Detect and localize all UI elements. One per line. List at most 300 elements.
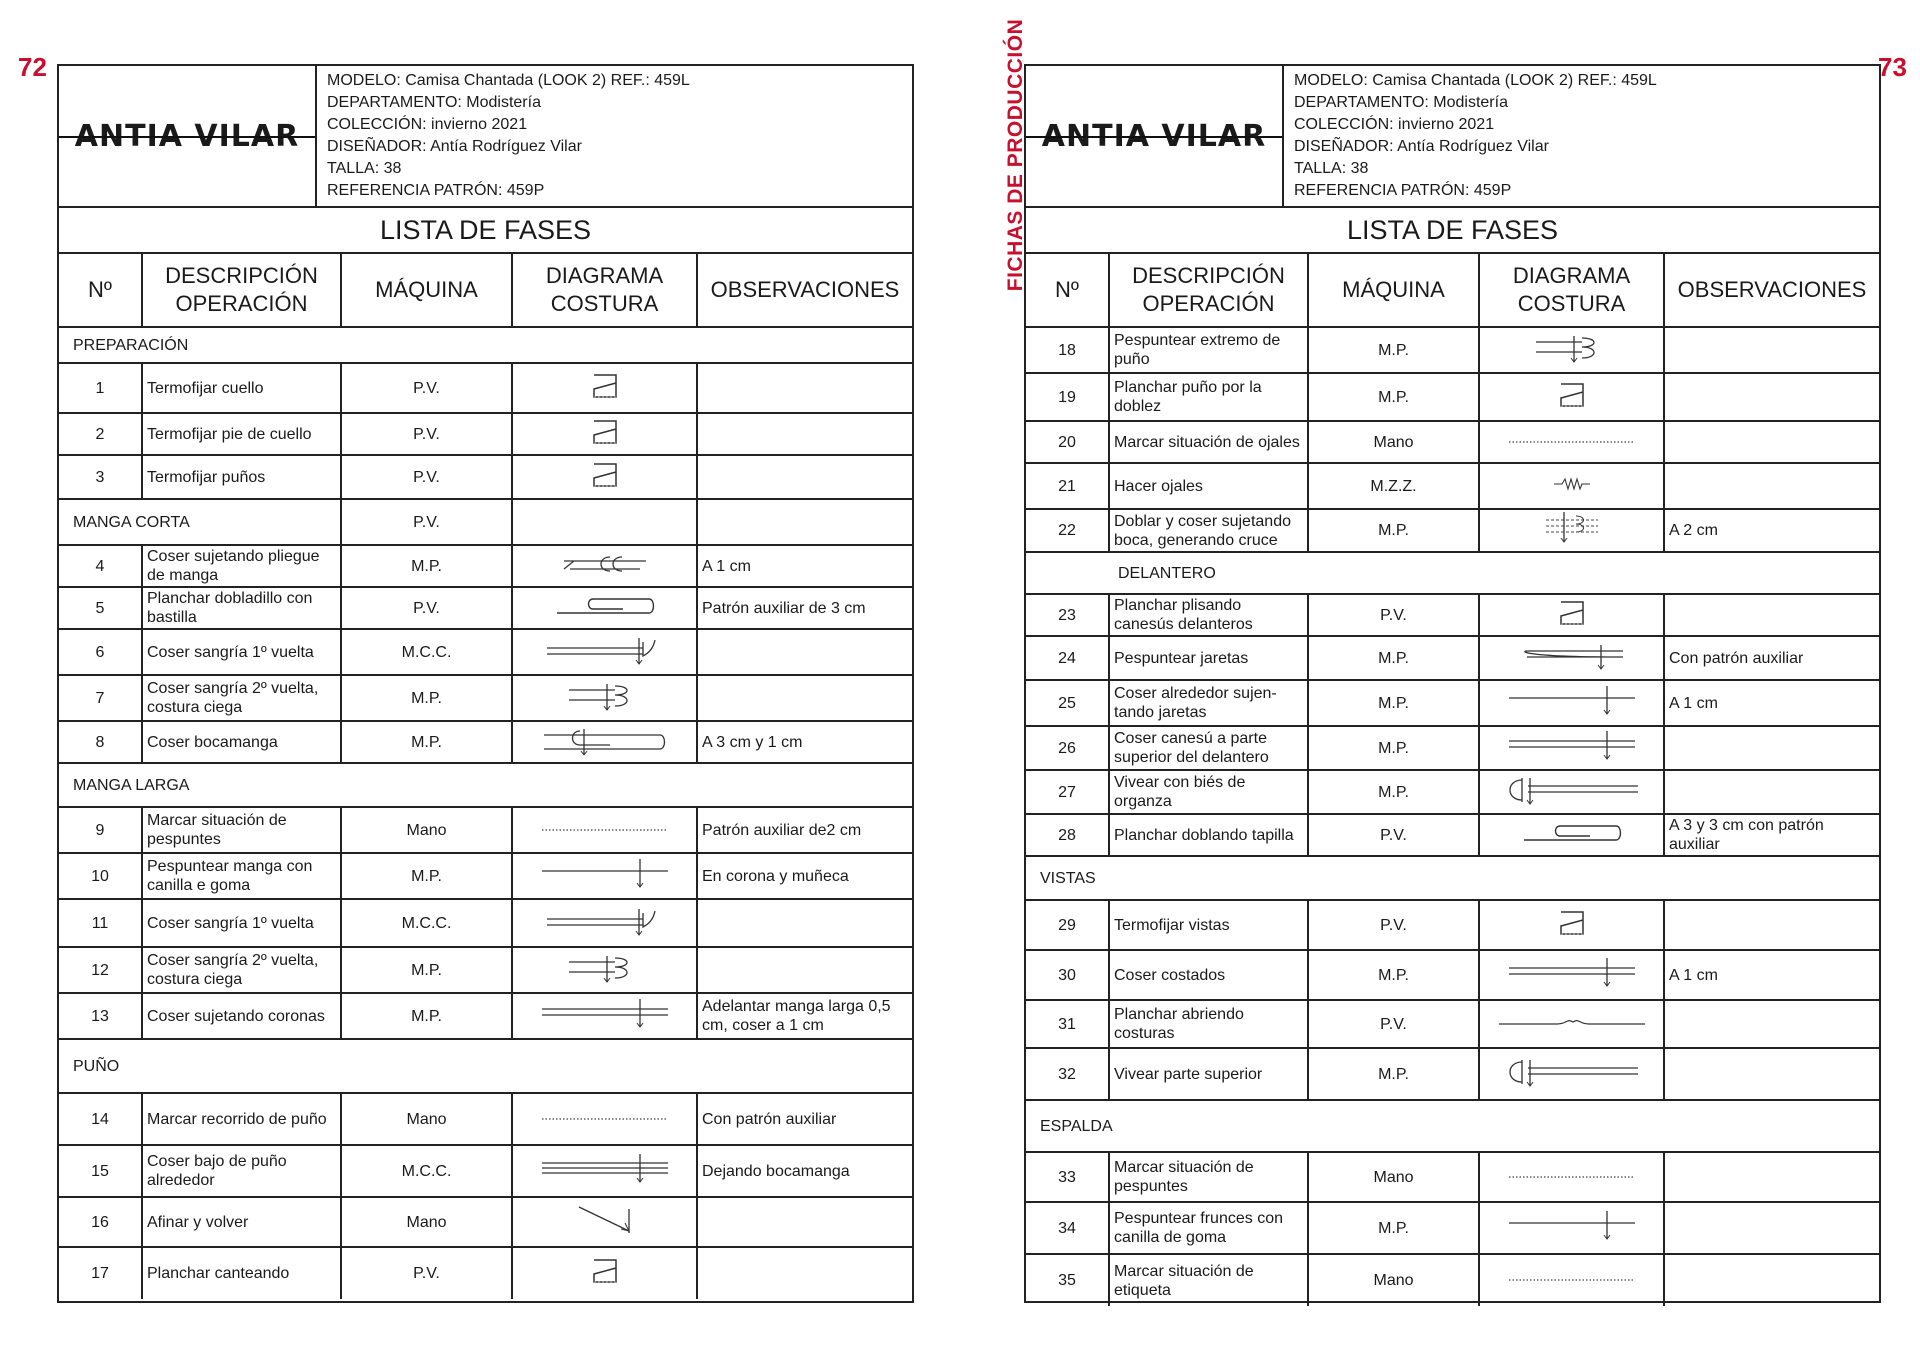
description-cell: Coser alrededor sujen-tando jaretas — [1109, 680, 1308, 726]
diagram-cell — [1479, 1048, 1664, 1100]
diagram-cell — [1479, 1254, 1664, 1306]
observation-cell: Adelantar manga larga 0,5 cm, coser a 1 cm — [697, 993, 912, 1039]
line-stitch-diagram-icon — [1507, 684, 1637, 723]
machine-cell: Mano — [341, 807, 512, 853]
machine-cell: M.P. — [1308, 726, 1479, 770]
diagram-cell — [512, 499, 697, 545]
dots-stitch-diagram-icon — [1507, 433, 1637, 452]
number-cell: 25 — [1026, 680, 1109, 726]
diagram-cell — [1479, 509, 1664, 552]
table-row — [1026, 1000, 1879, 1048]
table-row — [1026, 421, 1879, 463]
description-cell: Coser bajo de puño alrededor — [142, 1145, 341, 1197]
col-diagram: DIAGRAMA COSTURA — [1479, 254, 1664, 327]
observation-cell — [1664, 1048, 1879, 1100]
number-cell: 8 — [59, 721, 142, 763]
diagram-cell — [1479, 1202, 1664, 1254]
machine-cell: M.P. — [1308, 680, 1479, 726]
diagram-cell — [1479, 463, 1664, 509]
table-row — [59, 721, 912, 763]
table-row — [59, 1247, 912, 1299]
description-cell: Termofijar cuello — [142, 363, 341, 413]
number-cell: 28 — [1026, 814, 1109, 856]
machine-cell: M.Z.Z. — [1308, 463, 1479, 509]
number-cell: 14 — [59, 1093, 142, 1145]
observation-cell — [697, 629, 912, 675]
collection-line: COLECCIÓN: invierno 2021 — [327, 116, 528, 133]
col-diagram: DIAGRAMA COSTURA — [512, 254, 697, 327]
observation-cell — [697, 413, 912, 455]
description-cell: Pespuntear extremo de puño — [1109, 327, 1308, 373]
observation-cell — [697, 499, 912, 545]
table-row — [1026, 636, 1879, 680]
observation-cell — [1664, 900, 1879, 950]
machine-cell: P.V. — [1308, 594, 1479, 636]
diagram-cell — [512, 807, 697, 853]
section-label: VISTAS — [1026, 856, 1879, 900]
observation-cell — [1664, 594, 1879, 636]
fold-stitch-diagram-icon — [1555, 908, 1589, 943]
description-cell: Marcar recorrido de puño — [142, 1093, 341, 1145]
section-label: ESPALDA — [1026, 1100, 1879, 1152]
table-row — [1026, 373, 1879, 421]
table-row — [59, 807, 912, 853]
production-sheet-right — [1024, 64, 1881, 1303]
diagram-cell — [512, 587, 697, 629]
observation-cell: Con patrón auxiliar — [697, 1093, 912, 1145]
machine-cell: Mano — [1308, 1152, 1479, 1202]
double-stitch-diagram-icon — [1507, 729, 1637, 768]
diagram-cell — [512, 675, 697, 721]
section-row — [59, 327, 912, 363]
diagram-cell — [1479, 1152, 1664, 1202]
diagram-cell — [1479, 1000, 1664, 1048]
table-row — [1026, 1048, 1879, 1100]
machine-cell: M.C.C. — [341, 899, 512, 947]
diagram-cell — [512, 455, 697, 499]
machine-cell: M.P. — [1308, 509, 1479, 552]
table-row — [1026, 327, 1879, 373]
description-cell: Planchar abriendo costuras — [1109, 1000, 1308, 1048]
machine-cell: M.C.C. — [341, 1145, 512, 1197]
number-cell: 22 — [1026, 509, 1109, 552]
description-cell: Pespuntear manga con canilla e goma — [142, 853, 341, 899]
description-cell: Termofijar puños — [142, 455, 341, 499]
table-row — [59, 413, 912, 455]
phases-body — [59, 327, 912, 1299]
number-cell: 26 — [1026, 726, 1109, 770]
dots-stitch-diagram-icon — [540, 821, 670, 840]
number-cell: 12 — [59, 947, 142, 993]
number-cell: 20 — [1026, 421, 1109, 463]
page-number-left: 72 — [18, 52, 47, 82]
diagram-cell — [1479, 950, 1664, 1000]
observation-cell — [1664, 1152, 1879, 1202]
observation-cell — [1664, 770, 1879, 814]
table-row — [59, 545, 912, 587]
observation-cell — [697, 363, 912, 413]
description-cell: Coser sangría 2º vuelta, costura ciega — [142, 675, 341, 721]
number-cell: 30 — [1026, 950, 1109, 1000]
diagram-cell — [512, 721, 697, 763]
section-label: PREPARACIÓN — [59, 327, 912, 363]
machine-cell: Mano — [341, 1197, 512, 1247]
pattern-ref-line: REFERENCIA PATRÓN: 459P — [1294, 182, 1512, 199]
diagram-cell — [1479, 327, 1664, 373]
machine-cell: P.V. — [1308, 900, 1479, 950]
table-title: LISTA DE FASES — [59, 208, 912, 254]
description-cell: Coser sujetando coronas — [142, 993, 341, 1039]
machine-cell: P.V. — [1308, 1000, 1479, 1048]
description-cell: Termofijar pie de cuello — [142, 413, 341, 455]
description-cell: Hacer ojales — [1109, 463, 1308, 509]
department-line: DEPARTAMENTO: Modistería — [327, 94, 541, 111]
observation-cell — [697, 1247, 912, 1299]
fold-stitch-diagram-icon — [588, 371, 622, 406]
dots-stitch-diagram-icon — [1507, 1168, 1637, 1187]
description-cell: Marcar situación de pespuntes — [1109, 1152, 1308, 1202]
description-cell: Marcar situación de pespuntes — [142, 807, 341, 853]
machine-cell: P.V. — [341, 455, 512, 499]
bias-stitch-diagram-icon — [1502, 1054, 1642, 1095]
machine-cell: P.V. — [1308, 814, 1479, 856]
french2-stitch-diagram-icon — [565, 680, 645, 717]
description-cell: Vivear parte superior — [1109, 1048, 1308, 1100]
description-cell: Coser bocamanga — [142, 721, 341, 763]
diagram-cell — [512, 1145, 697, 1197]
description-cell: Pespuntear jaretas — [1109, 636, 1308, 680]
collection-line: COLECCIÓN: invierno 2021 — [1294, 116, 1495, 133]
description-cell: Coser sangría 1º vuelta — [142, 899, 341, 947]
description-cell: Coser sangría 2º vuelta, costura ciega — [142, 947, 341, 993]
number-cell: 31 — [1026, 1000, 1109, 1048]
brand-logo: ANTIA VILAR — [1041, 118, 1267, 154]
model-line: MODELO: Camisa Chantada (LOOK 2) REF.: 459L — [1294, 72, 1657, 89]
table-row — [59, 853, 912, 899]
number-cell: 10 — [59, 853, 142, 899]
observation-cell: A 2 cm — [1664, 509, 1879, 552]
table-row — [59, 1093, 912, 1145]
description-cell: Planchar canteando — [142, 1247, 341, 1299]
machine-cell: P.V. — [341, 499, 512, 545]
number-cell: 13 — [59, 993, 142, 1039]
machine-cell: M.P. — [1308, 636, 1479, 680]
section-row — [59, 499, 912, 545]
col-description: DESCRIPCIÓN OPERACIÓN — [142, 254, 341, 327]
observation-cell — [1664, 373, 1879, 421]
french1-stitch-diagram-icon — [543, 905, 667, 942]
tuck-stitch-diagram-icon — [1517, 641, 1627, 676]
pattern-ref-line: REFERENCIA PATRÓN: 459P — [327, 182, 545, 199]
table-row — [59, 587, 912, 629]
model-info — [1284, 66, 1667, 206]
description-cell: Planchar puño por la doblez — [1109, 373, 1308, 421]
machine-cell: M.P. — [1308, 1202, 1479, 1254]
description-cell: Marcar situación de etiqueta — [1109, 1254, 1308, 1306]
cuff-stitch-diagram-icon — [540, 725, 670, 760]
number-cell: 1 — [59, 363, 142, 413]
description-cell: Marcar situación de ojales — [1109, 421, 1308, 463]
machine-cell: P.V. — [341, 587, 512, 629]
table-row — [1026, 1202, 1879, 1254]
section-row — [59, 763, 912, 807]
machine-cell: M.P. — [341, 721, 512, 763]
open-stitch-diagram-icon — [1497, 1012, 1647, 1037]
diagram-cell — [1479, 421, 1664, 463]
table-title: LISTA DE FASES — [1026, 208, 1879, 254]
description-cell: Coser sangría 1º vuelta — [142, 629, 341, 675]
phases-table — [59, 254, 912, 1299]
size-line: TALLA: 38 — [1294, 160, 1369, 177]
hem-stitch-diagram-icon — [1520, 820, 1624, 851]
machine-cell: M.P. — [1308, 373, 1479, 421]
section-label: PUÑO — [59, 1039, 912, 1093]
table-row — [1026, 770, 1879, 814]
diagram-cell — [512, 947, 697, 993]
diagram-cell — [512, 363, 697, 413]
section-label: DELANTERO — [1026, 552, 1879, 594]
col-description: DESCRIPCIÓN OPERACIÓN — [1109, 254, 1308, 327]
number-cell: 32 — [1026, 1048, 1109, 1100]
machine-cell: P.V. — [341, 413, 512, 455]
description-cell: Coser costados — [1109, 950, 1308, 1000]
table-row — [1026, 509, 1879, 552]
number-cell: 27 — [1026, 770, 1109, 814]
dots-stitch-diagram-icon — [1507, 1271, 1637, 1290]
observation-cell — [697, 899, 912, 947]
model-line: MODELO: Camisa Chantada (LOOK 2) REF.: 459L — [327, 72, 690, 89]
diagram-cell — [512, 899, 697, 947]
number-cell: 2 — [59, 413, 142, 455]
model-info — [317, 66, 700, 206]
description-cell: Doblar y coser sujetando boca, generando cruce — [1109, 509, 1308, 552]
table-row — [1026, 594, 1879, 636]
cross-stitch-diagram-icon — [1542, 510, 1602, 551]
number-cell: 19 — [1026, 373, 1109, 421]
observation-cell: Con patrón auxiliar — [1664, 636, 1879, 680]
observation-cell: A 3 cm y 1 cm — [697, 721, 912, 763]
machine-cell: M.P. — [341, 853, 512, 899]
number-cell: 33 — [1026, 1152, 1109, 1202]
double-stitch-diagram-icon — [1507, 956, 1637, 995]
diagram-cell — [1479, 770, 1664, 814]
observation-cell — [1664, 327, 1879, 373]
number-cell: 16 — [59, 1197, 142, 1247]
diagram-cell — [1479, 726, 1664, 770]
table-row — [59, 899, 912, 947]
sheet-header — [59, 66, 912, 208]
diagram-cell — [512, 1197, 697, 1247]
machine-cell: M.P. — [341, 993, 512, 1039]
department-line: DEPARTAMENTO: Modistería — [1294, 94, 1508, 111]
observation-cell — [697, 455, 912, 499]
phases-table — [1026, 254, 1879, 1306]
observation-cell: En corona y muñeca — [697, 853, 912, 899]
number-cell: 17 — [59, 1247, 142, 1299]
section-row — [1026, 856, 1879, 900]
diagram-cell — [1479, 900, 1664, 950]
diagram-cell — [512, 1093, 697, 1145]
logo-cell — [59, 66, 317, 206]
table-row — [59, 629, 912, 675]
table-row — [1026, 1152, 1879, 1202]
diagram-cell — [512, 629, 697, 675]
table-row — [59, 363, 912, 413]
diagram-cell — [512, 545, 697, 587]
table-row — [59, 993, 912, 1039]
description-cell: Afinar y volver — [142, 1197, 341, 1247]
page-number-right: 73 — [1878, 52, 1907, 82]
number-cell: 21 — [1026, 463, 1109, 509]
col-number: Nº — [1026, 254, 1109, 327]
side-title-text: FICHAS DE PRODUCCIÓN — [1004, 18, 1027, 292]
observation-cell: A 3 y 3 cm con patrón auxiliar — [1664, 814, 1879, 856]
line-stitch-diagram-icon — [540, 857, 670, 896]
observation-cell: Patrón auxiliar de2 cm — [697, 807, 912, 853]
col-machine: MÁQUINA — [1308, 254, 1479, 327]
machine-cell: M.P. — [341, 545, 512, 587]
logo-cell — [1026, 66, 1284, 206]
number-cell: 5 — [59, 587, 142, 629]
diagram-cell — [512, 413, 697, 455]
number-cell: 9 — [59, 807, 142, 853]
section-row — [1026, 552, 1879, 594]
machine-cell: M.P. — [341, 947, 512, 993]
table-row — [1026, 680, 1879, 726]
production-sheet-left — [57, 64, 914, 1303]
description-cell: Planchar plisando canesús delanteros — [1109, 594, 1308, 636]
table-row — [59, 947, 912, 993]
section-row — [59, 1039, 912, 1093]
table-row — [1026, 1254, 1879, 1306]
french1-stitch-diagram-icon — [543, 634, 667, 671]
diagram-cell — [512, 853, 697, 899]
description-cell: Coser canesú a parte superior del delantero — [1109, 726, 1308, 770]
description-cell: Vivear con biés de organza — [1109, 770, 1308, 814]
number-cell: 29 — [1026, 900, 1109, 950]
french2-stitch-diagram-icon — [565, 952, 645, 989]
machine-cell: Mano — [1308, 421, 1479, 463]
observation-cell — [697, 1197, 912, 1247]
machine-cell: M.C.C. — [341, 629, 512, 675]
phases-body — [1026, 327, 1879, 1306]
designer-line: DISEÑADOR: Antía Rodríguez Vilar — [327, 138, 582, 155]
number-cell: 4 — [59, 545, 142, 587]
machine-cell: M.P. — [341, 675, 512, 721]
observation-cell — [1664, 726, 1879, 770]
diagram-cell — [512, 1247, 697, 1299]
machine-cell: M.P. — [1308, 1048, 1479, 1100]
observation-cell — [1664, 1202, 1879, 1254]
number-cell: 35 — [1026, 1254, 1109, 1306]
bias-stitch-diagram-icon — [1502, 772, 1642, 813]
observation-cell — [1664, 1254, 1879, 1306]
table-row — [59, 455, 912, 499]
turn-stitch-diagram-icon — [573, 1203, 637, 1242]
table-row — [1026, 726, 1879, 770]
col-machine: MÁQUINA — [341, 254, 512, 327]
observation-cell: A 1 cm — [697, 545, 912, 587]
diagram-cell — [1479, 636, 1664, 680]
number-cell: 11 — [59, 899, 142, 947]
table-row — [59, 1145, 912, 1197]
pleat-stitch-diagram-icon — [560, 551, 650, 582]
fold-stitch-diagram-icon — [588, 417, 622, 452]
observation-cell — [1664, 463, 1879, 509]
brand-logo: ANTIA VILAR — [74, 118, 300, 154]
number-cell: 7 — [59, 675, 142, 721]
section-label: MANGA CORTA — [59, 499, 341, 545]
table-row — [1026, 950, 1879, 1000]
double-stitch-diagram-icon — [540, 997, 670, 1036]
number-cell: 6 — [59, 629, 142, 675]
observation-cell — [697, 947, 912, 993]
description-cell: Planchar doblando tapilla — [1109, 814, 1308, 856]
section-row — [1026, 1100, 1879, 1152]
description-cell: Planchar dobladillo con bastilla — [142, 587, 341, 629]
machine-cell: M.P. — [1308, 950, 1479, 1000]
line-stitch-diagram-icon — [1507, 1209, 1637, 1248]
number-cell: 34 — [1026, 1202, 1109, 1254]
fold-stitch-diagram-icon — [588, 1256, 622, 1291]
diagram-cell — [1479, 594, 1664, 636]
section-label: MANGA LARGA — [59, 763, 912, 807]
machine-cell: M.P. — [1308, 327, 1479, 373]
machine-cell: P.V. — [341, 1247, 512, 1299]
observation-cell: Patrón auxiliar de 3 cm — [697, 587, 912, 629]
diagram-cell — [1479, 814, 1664, 856]
table-row — [1026, 900, 1879, 950]
sheet-header — [1026, 66, 1879, 208]
triple-stitch-diagram-icon — [540, 1152, 670, 1191]
description-cell: Coser sujetando pliegue de manga — [142, 545, 341, 587]
observation-cell: A 1 cm — [1664, 950, 1879, 1000]
size-line: TALLA: 38 — [327, 160, 402, 177]
observation-cell: Dejando bocamanga — [697, 1145, 912, 1197]
table-row — [1026, 463, 1879, 509]
table-row — [1026, 814, 1879, 856]
diagram-cell — [512, 993, 697, 1039]
fold-stitch-diagram-icon — [1555, 598, 1589, 633]
table-row — [59, 675, 912, 721]
number-cell: 18 — [1026, 327, 1109, 373]
machine-cell: Mano — [341, 1093, 512, 1145]
machine-cell: Mano — [1308, 1254, 1479, 1306]
diagram-cell — [1479, 680, 1664, 726]
zigzag-stitch-diagram-icon — [1552, 476, 1592, 497]
description-cell: Pespuntear frunces con canilla de goma — [1109, 1202, 1308, 1254]
number-cell: 15 — [59, 1145, 142, 1197]
table-row — [59, 1197, 912, 1247]
observation-cell — [1664, 421, 1879, 463]
diagram-cell — [1479, 373, 1664, 421]
description-cell: Termofijar vistas — [1109, 900, 1308, 950]
fold-stitch-diagram-icon — [1555, 380, 1589, 415]
number-cell: 3 — [59, 455, 142, 499]
col-observations: OBSERVACIONES — [697, 254, 912, 327]
designer-line: DISEÑADOR: Antía Rodríguez Vilar — [1294, 138, 1549, 155]
col-number: Nº — [59, 254, 142, 327]
number-cell: 23 — [1026, 594, 1109, 636]
col-observations: OBSERVACIONES — [1664, 254, 1879, 327]
dots-stitch-diagram-icon — [540, 1110, 670, 1129]
fold-stitch-diagram-icon — [588, 460, 622, 495]
hem-stitch-diagram-icon — [553, 593, 657, 624]
observation-cell — [697, 675, 912, 721]
french2-stitch-diagram-icon — [1532, 332, 1612, 369]
observation-cell — [1664, 1000, 1879, 1048]
observation-cell: A 1 cm — [1664, 680, 1879, 726]
